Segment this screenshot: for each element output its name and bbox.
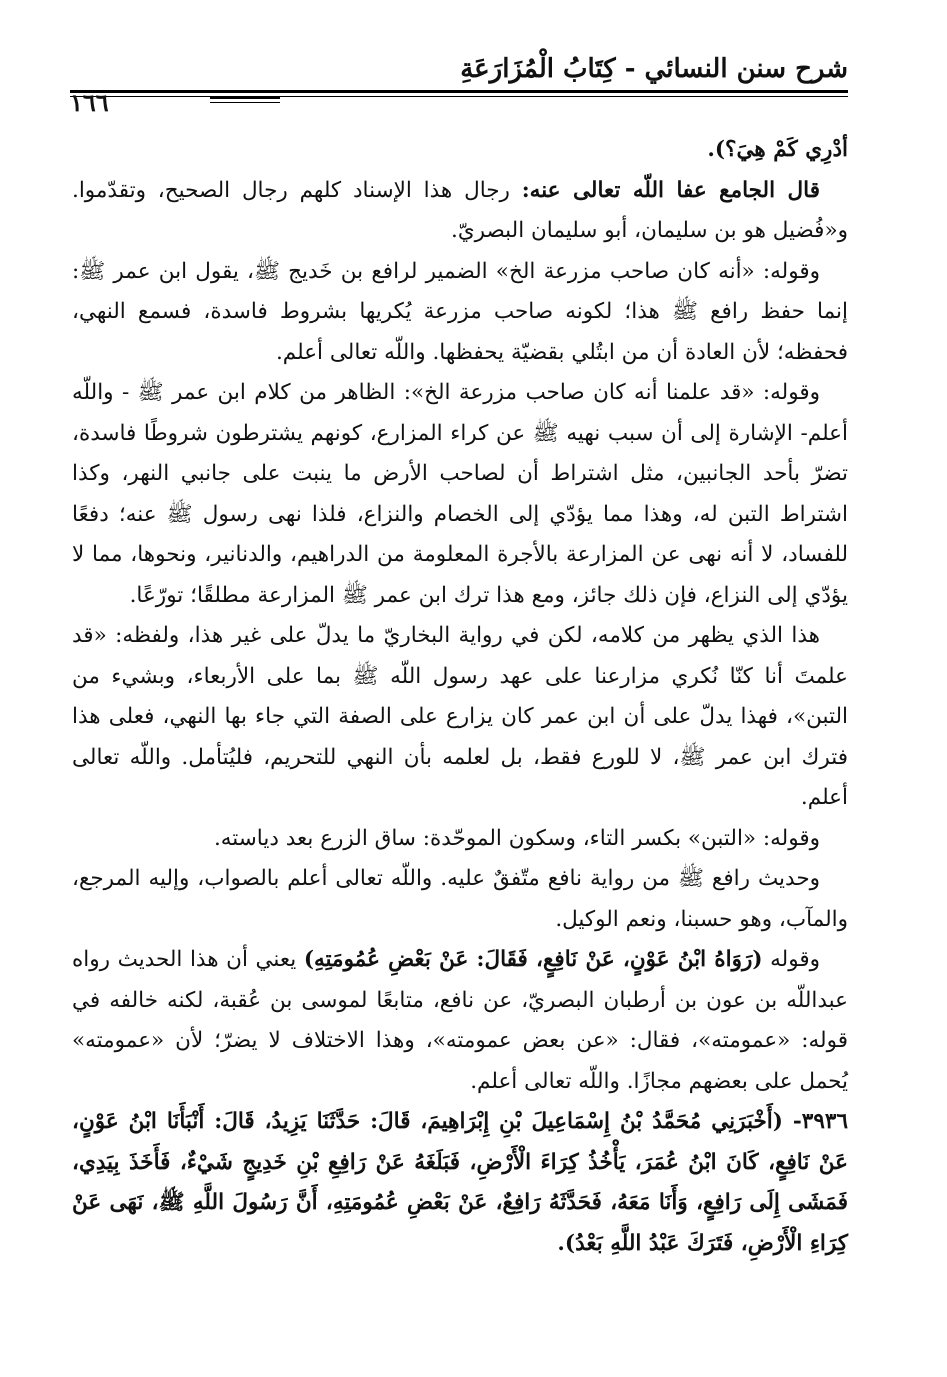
page-number-rule-thick	[210, 96, 280, 99]
paragraph-8-lead: وقوله	[762, 947, 820, 972]
paragraph-3: وقوله: «أنه كان صاحب مزرعة الخ» الضمير لرافع بن خَديج ﷺ، يقول ابن عمر ﷺ: إنما حفظ رافع ﷺ هذا؛ لكونه صاحب مزرعة يُكريها بشروط فاسدة، فسمع النهي، فحفظه؛ لأن العادة أن من ابتُلي بقضيّة يحفظها. واللّه تعالى أعلم.	[72, 258, 848, 365]
paragraph-8	[72, 940, 848, 1102]
paragraph-2-text: رجال هذا الإسناد كلهم رجال الصحيح، وتقدّموا. و«فُضيل هو بن سليمان، أبو سليمان البصريّ.	[72, 177, 848, 243]
paragraph-7: وحديث رافع ﷺ من رواية نافع متّفقٌ عليه. واللّه تعالى أعلم بالصواب، وإليه المرجع، والمآب، وهو حسبنا، ونعم الوكيل.	[72, 866, 848, 932]
paragraph-4: وقوله: «قد علمنا أنه كان صاحب مزرعة الخ»: الظاهر من كلام ابن عمر ﷺ - واللّه أعلم- الإشارة إلى أن سبب نهيه ﷺ عن كراء المزارع، كونهم يشترطون شروطًا فاسدة، تضرّ بأحد الجانبين، مثل اشتراط أن لصاحب الأرض ما ينبت على جانبي النهر، وكذا اشتراط التبن له، وهذا مما يؤدّي إلى الخصام والنزاع، فلذا نهى رسول ﷺ عنه؛ دفعًا للفساد، لا أنه نهى عن المزارعة بالأجرة المعلومة من الدراهيم، والدنانير، ونحوها، مما لا يؤدّي إلى النزاع، فإن ذلك جائز، ومع هذا ترك ابن عمر ﷺ المزارعة مطلقًا؛ تورّعًا.	[72, 380, 848, 608]
page-number: ١٦٦	[70, 88, 109, 117]
header-title: شرح سنن النسائي - كِتَابُ الْمُزَارَعَةِ	[460, 54, 848, 84]
paragraph-8-text: يعني أن هذا الحديث رواه عبداللّه بن عون بن أرطبان البصريّ، عن نافع، متابعًا لموسى بن عُقبة، لكنه خالفه في قوله: «عمومته»، فقال: «عن بعض عمومته»، وهذا الاختلاف لا يضرّ؛ لأن «عمومته» يُحمل على بعضهم مجازًا. واللّه تعالى أعلم.	[72, 947, 848, 1094]
paragraph-1: أدْرِي كَمْ هِيَ؟).	[707, 137, 848, 162]
paragraph-2	[72, 171, 848, 252]
paragraph-5: هذا الذي يظهر من كلامه، لكن في رواية البخاريّ ما يدلّ على غير هذا، ولفظه: «قد علمتَ أنا كنّا نُكري مزارعنا على عهد رسول اللّه ﷺ بما على الأربعاء، وبشيء من التبن»، فهذا يدلّ على أن ابن عمر كان يزارع على الصفة التي جاء بها النهي، فعلى هذا فترك ابن عمر ﷺ، لا للورع فقط، بل لعلمه بأن النهي للتحريم، فليُتأمل. واللّه تعالى أعلم.	[72, 623, 848, 810]
paragraph-8-quote: (رَوَاهُ ابْنُ عَوْنٍ، عَنْ نَافِعٍ، فَقَالَ: عَنْ بَعْضِ عُمُومَتِهِ)	[303, 947, 763, 972]
page-content	[72, 130, 848, 1264]
hadith-3936: ٣٩٣٦- (أَخْبَرَنِي مُحَمَّدُ بْنُ إِسْمَاعِيلَ بْنِ إِبْرَاهِيمَ، قَالَ: حَدَّثَنَا يَزِيدُ، قَالَ: أَنْبَأَنَا ابْنُ عَوْنٍ، عَنْ نَافِعٍ، كَانَ ابْنُ عُمَرَ، يَأْخُذُ كِرَاءَ الْأَرْضِ، فَبَلَغَهُ عَنْ رَافِعِ بْنِ خَدِيجٍ شَيْءٌ، فَأَخَذَ بِيَدِي، فَمَشَى إِلَى رَافِعٍ، وَأَنَا مَعَهُ، فَحَدَّثَهُ رَافِعٌ، عَنْ بَعْضِ عُمُومَتِهِ، أَنَّ رَسُولَ اللَّهِ ﷺ، نَهَى عَنْ كِرَاءِ الْأَرْضِ، فَتَرَكَ عَبْدُ اللَّهِ بَعْدُ).	[72, 1109, 848, 1256]
paragraph-6: وقوله: «التبن» بكسر التاء، وسكون الموحّدة: ساق الزرع بعد دياسته.	[213, 825, 820, 851]
paragraph-2-lead: قال الجامع عفا اللّه تعالى عنه:	[521, 177, 820, 203]
page-number-rule-thin	[210, 102, 280, 103]
